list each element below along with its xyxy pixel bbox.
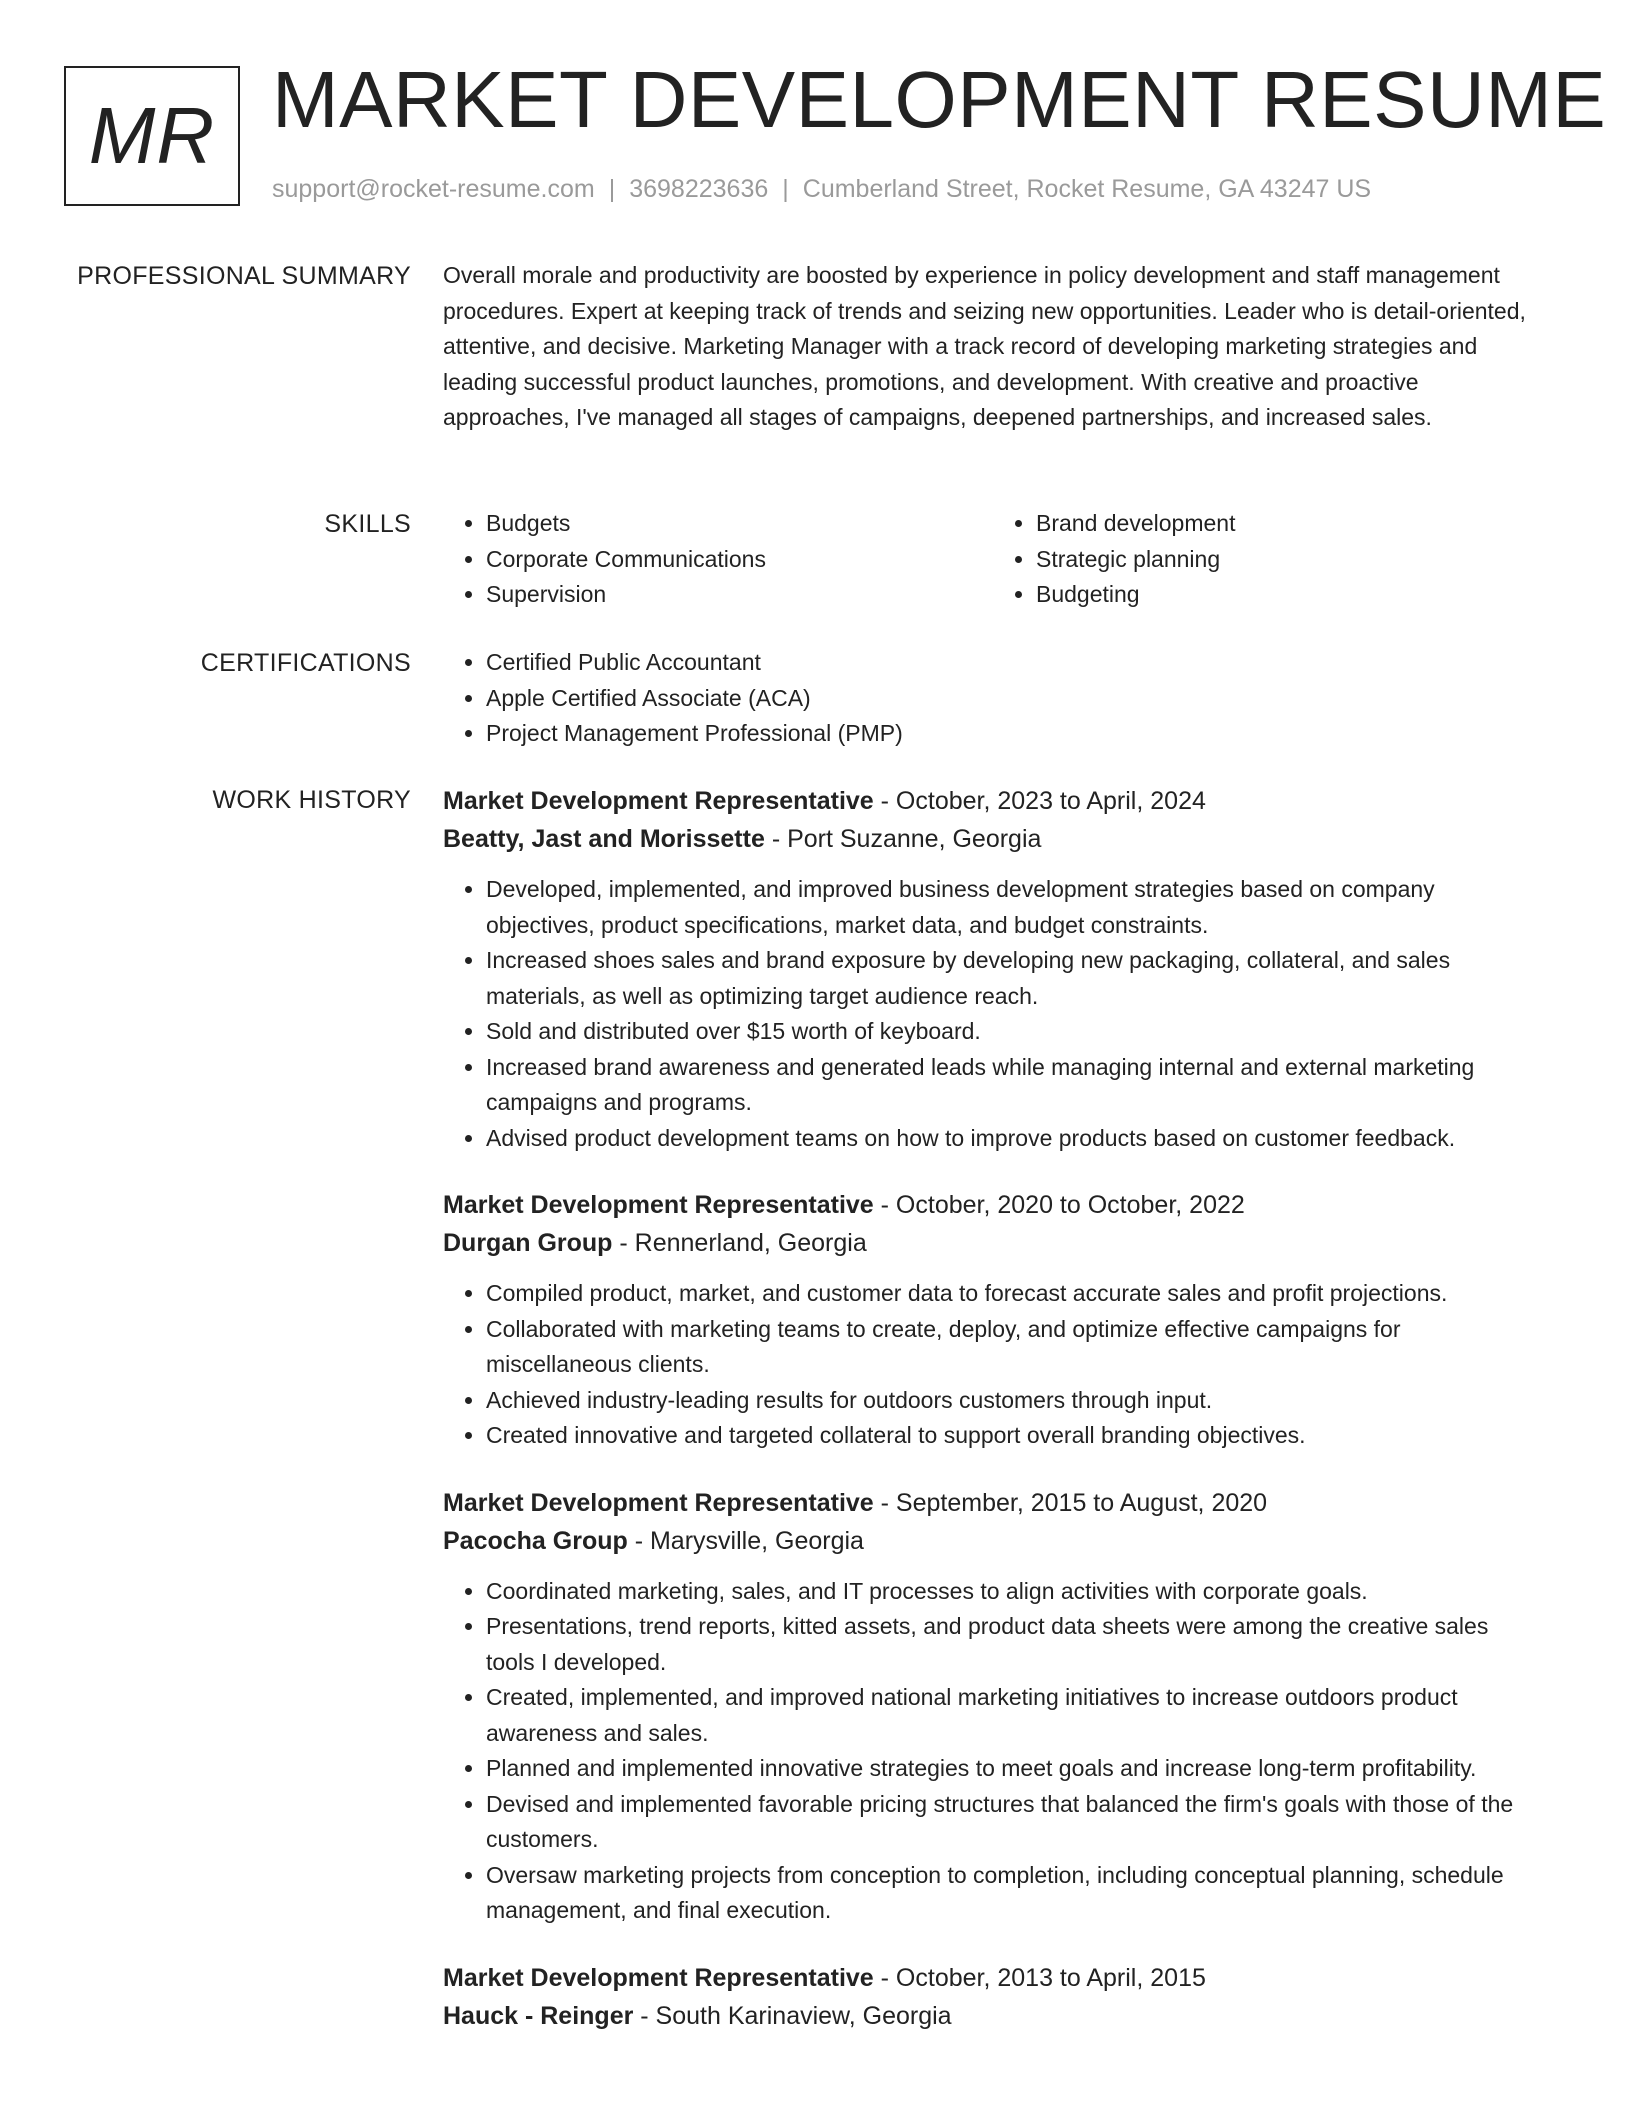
skill-item: • Budgets bbox=[486, 506, 993, 542]
skill-item: • Strategic planning bbox=[1036, 542, 1543, 578]
contact-separator: | bbox=[782, 175, 789, 203]
job-company: Beatty, Jast and Morissette bbox=[443, 825, 765, 853]
job-dates: - October, 2020 to October, 2022 bbox=[873, 1191, 1245, 1219]
job-bullet: • Coordinated marketing, sales, and IT processes to align activities with corporate goals. bbox=[486, 1574, 1543, 1610]
job-bullet: • Presentations, trend reports, kitted assets, and product data sheets were among the creative sales tools I developed. bbox=[486, 1609, 1543, 1680]
job-bullet: • Increased brand awareness and generated leads while managing internal and external marketing campaigns and programs. bbox=[486, 1050, 1543, 1121]
certifications-heading: CERTIFICATIONS bbox=[200, 649, 411, 677]
job-bullets bbox=[443, 1574, 1543, 1929]
job-company-line bbox=[443, 1224, 1543, 1262]
job-title-line bbox=[443, 1484, 1543, 1522]
job-location: - Marysville, Georgia bbox=[627, 1526, 864, 1555]
job-company-line bbox=[443, 1997, 1543, 2035]
job-title: Market Development Representative bbox=[443, 1963, 874, 1992]
job-location: - Port Suzanne, Georgia bbox=[764, 825, 1042, 853]
job-entry bbox=[443, 1484, 1543, 1929]
skills-list bbox=[443, 506, 1543, 613]
summary-text: Overall morale and productivity are boosted by experience in policy development and staff management procedures. Expert at keeping track of trends and seizing new opportunities. Leader who is detail-oriented, attentive, and decisive. Marketing Manager with a track record of developing marketing strategies and leading successful product launches, promotions, and development. With creative and proactive approaches, I've managed all stages of campaigns, deepened partnerships, and increased sales. bbox=[443, 262, 1526, 430]
job-location: - South Karinaview, Georgia bbox=[633, 2001, 952, 2030]
job-bullet: • Created innovative and targeted collateral to support overall branding objectives. bbox=[486, 1418, 1543, 1454]
certification-item: • Certified Public Accountant bbox=[486, 645, 1543, 681]
job-company-line bbox=[443, 1522, 1543, 1560]
job-dates: - September, 2015 to August, 2020 bbox=[873, 1488, 1268, 1517]
job-bullet: • Developed, implemented, and improved business development strategies based on company objectives, product specifications, market data, and budget constraints. bbox=[486, 872, 1543, 943]
job-bullet: • Achieved industry-leading results for outdoors customers through input. bbox=[486, 1383, 1543, 1419]
job-dates: - October, 2013 to April, 2015 bbox=[873, 1963, 1206, 1992]
job-title: Market Development Representative bbox=[443, 787, 874, 815]
job-bullets bbox=[443, 872, 1543, 1156]
summary-heading: PROFESSIONAL SUMMARY bbox=[77, 262, 411, 290]
job-location: - Rennerland, Georgia bbox=[612, 1229, 867, 1257]
job-title: Market Development Representative bbox=[443, 1191, 874, 1219]
work-history-heading: WORK HISTORY bbox=[212, 786, 411, 814]
job-bullet: • Collaborated with marketing teams to create, deploy, and optimize effective campaigns for miscellaneous clients. bbox=[486, 1312, 1543, 1383]
skills-heading: SKILLS bbox=[324, 510, 411, 538]
job-dates: - October, 2023 to April, 2024 bbox=[873, 787, 1206, 815]
job-bullet: • Devised and implemented favorable pricing structures that balanced the firm's goals with those of the customers. bbox=[486, 1787, 1543, 1858]
certification-item: • Project Management Professional (PMP) bbox=[486, 716, 1543, 752]
monogram-logo: MR bbox=[64, 66, 240, 206]
skill-item: • Corporate Communications bbox=[486, 542, 993, 578]
job-entry bbox=[443, 782, 1543, 1156]
job-bullet: • Compiled product, market, and customer data to forecast accurate sales and profit projections. bbox=[486, 1276, 1543, 1312]
skill-item: • Supervision bbox=[486, 577, 993, 613]
job-title-line bbox=[443, 782, 1543, 820]
certification-item: • Apple Certified Associate (ACA) bbox=[486, 681, 1543, 717]
job-company: Pacocha Group bbox=[443, 1526, 628, 1555]
job-bullet: • Sold and distributed over $15 worth of keyboard. bbox=[486, 1014, 1543, 1050]
job-bullet: • Advised product development teams on how to improve products based on customer feedback. bbox=[486, 1121, 1543, 1157]
job-entry bbox=[443, 1959, 1543, 2035]
job-title-line bbox=[443, 1186, 1543, 1224]
skill-item: • Budgeting bbox=[1036, 577, 1543, 613]
job-title: Market Development Representative bbox=[443, 1488, 874, 1517]
job-bullet: • Oversaw marketing projects from conception to completion, including conceptual planning, schedule management, and final execution. bbox=[486, 1858, 1543, 1929]
contact-line bbox=[272, 172, 1371, 206]
contact-address: Cumberland Street, Rocket Resume, GA 43247 US bbox=[802, 175, 1372, 203]
contact-separator: | bbox=[608, 175, 616, 203]
job-company-line bbox=[443, 820, 1543, 858]
contact-phone: 3698223636 bbox=[629, 175, 769, 203]
work-history-list bbox=[443, 782, 1543, 2065]
job-bullets bbox=[443, 1276, 1543, 1454]
contact-email: support@rocket-resume.com bbox=[272, 175, 595, 203]
certifications-list bbox=[443, 645, 1543, 752]
job-bullet: • Created, implemented, and improved national marketing initiatives to increase outdoors product awareness and sales. bbox=[486, 1680, 1543, 1751]
skills-column-2 bbox=[993, 506, 1543, 613]
job-company: Hauck - Reinger bbox=[443, 2001, 634, 2030]
resume-title: MARKET DEVELOPMENT RESUME bbox=[272, 55, 1607, 144]
job-title-line bbox=[443, 1959, 1543, 1997]
job-bullet: • Planned and implemented innovative strategies to meet goals and increase long-term profitability. bbox=[486, 1751, 1543, 1787]
skill-item: • Brand development bbox=[1036, 506, 1543, 542]
job-entry bbox=[443, 1186, 1543, 1454]
job-company: Durgan Group bbox=[443, 1229, 613, 1257]
skills-column-1 bbox=[443, 506, 993, 613]
job-bullet: • Increased shoes sales and brand exposure by developing new packaging, collateral, and sales materials, as well as optimizing target audience reach. bbox=[486, 943, 1543, 1014]
